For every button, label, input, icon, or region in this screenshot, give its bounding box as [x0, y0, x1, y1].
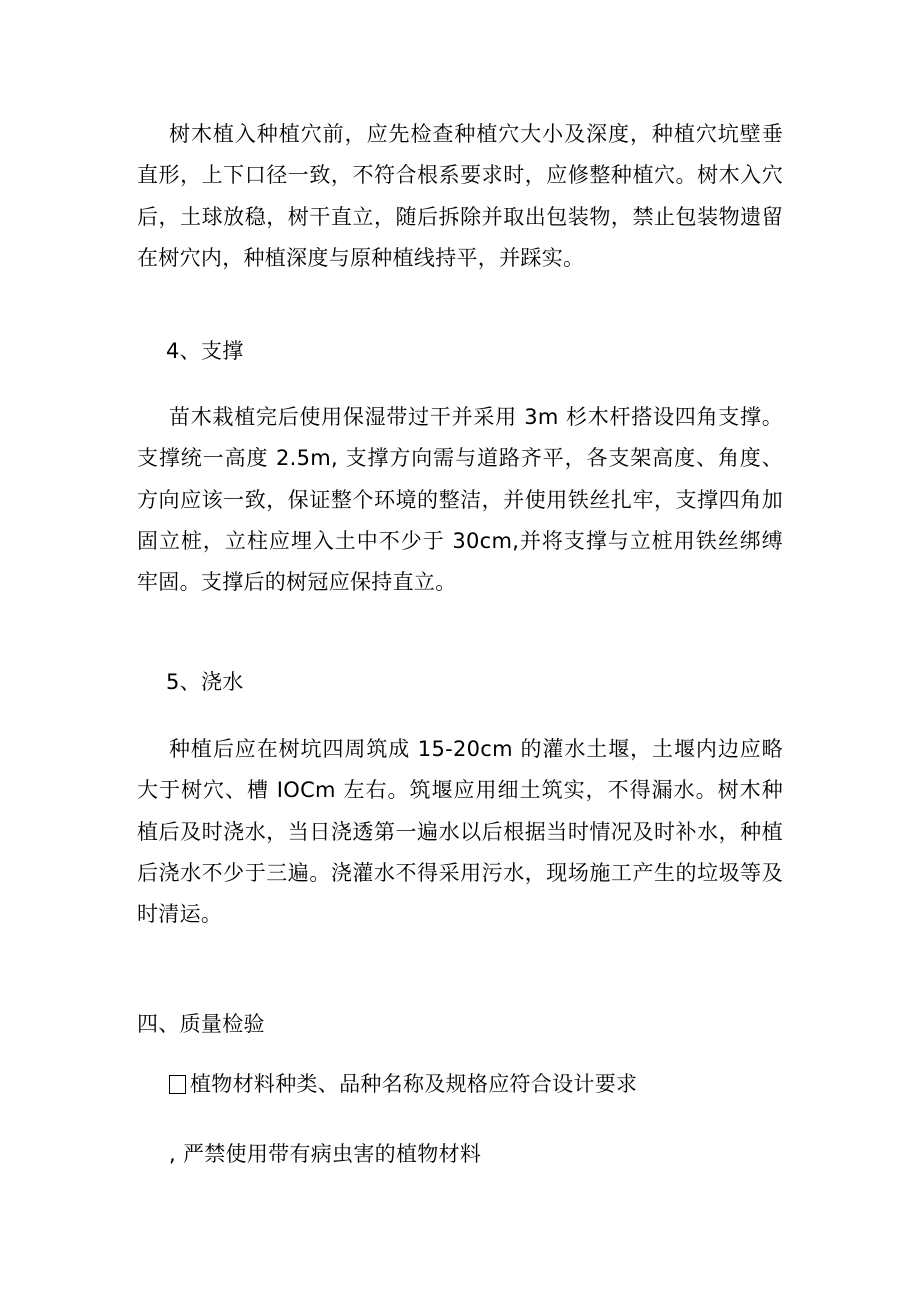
checkbox-icon [169, 1075, 186, 1094]
heading-support: 4、支撑 [166, 339, 244, 363]
paragraph-support: 苗木栽植完后使用保湿带过干并采用 3m 杉木杆搭设四角支撑。支撑统一高度 2.5m, 支撑方向需与道路齐平，各支架高度、角度、方向应该一致，保证整个环境的整洁，并使用铁丝扎牢，支撑四角加固立桩，立柱应埋入土中不少于 30cm,并将支撑与立桩用铁丝绑缚牢固。支撑后的树冠应保持直立。 [137, 405, 783, 595]
check-item-text: 植物材料种类、品种名称及规格应符合设计要求 [190, 1072, 638, 1096]
check-item [169, 1069, 637, 1099]
paragraph-watering: 种植后应在树坑四周筑成 15-20cm 的灌水土堰，土堰内边应略大于树穴、槽 IOCm 左右。筑堰应用细土筑实，不得漏水。树木种植后及时浇水，当日浇透第一遍水以后根据当时情况及时补水，种植后浇水不少于三遍。浇灌水不得采用污水，现场施工产生的垃圾等及时清运。 [137, 737, 783, 927]
heading-quality-inspection: 四、质量检验 [137, 1012, 265, 1036]
heading-watering: 5、浇水 [166, 670, 244, 694]
paragraph-planting: 树木植入种植穴前，应先检查种植穴大小及深度，种植穴坑壁垂直形，上下口径一致，不符合根系要求时，应修整种植穴。树木入穴后，土球放稳，树干直立，随后拆除并取出包装物，禁止包装物遗留在树穴内，种植深度与原种植线持平，并踩实。 [137, 122, 783, 270]
continuation-line: , 严禁使用带有病虫害的植物材料 [169, 1142, 482, 1166]
